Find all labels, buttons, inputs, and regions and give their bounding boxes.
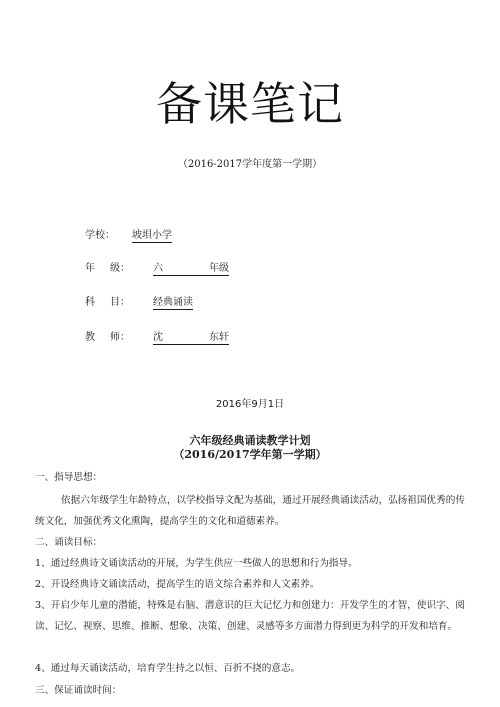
teacher-value: 沈 东轩	[153, 332, 229, 343]
section-heading-guiding: 一、指导思想：	[35, 472, 103, 483]
cover-subtitle: （2016-2017学年度第一学期）	[177, 159, 323, 170]
subject-value: 经典诵读	[153, 297, 193, 308]
goal-item-1: 1、通过经典诗文诵读活动的开展，为学生供应一些做人的思想和行为指导。	[35, 558, 358, 569]
goal-item-4: 4、通过每天诵读活动，培育学生持之以恒、百折不挠的意志。	[35, 663, 301, 674]
cover-title: 备课笔记	[156, 77, 344, 131]
section-heading-time: 三、保证诵读时间：	[35, 685, 122, 696]
plan-subtitle: （2016/2017学年第一学期）	[173, 448, 327, 461]
guiding-paragraph: 依据六年级学生年龄特点，以学校指导文配为基础，通过开展经典诵读活动，弘扬祖国优秀的传统文化，加强优秀文化熏陶，提高学生的文化和道德素养。	[35, 495, 465, 527]
cover-date: 2016年9月1日	[215, 399, 285, 410]
document-page: 备课笔记 （2016-2017学年度第一学期） 学校： 坡垻小学 年 级： 六 年级 科 目： 经典诵读 教 师： 沈 东轩 2016年9月1日 六年级经典诵读教学计划 （2016/2017学年第一学期） 一、指导思想： 依据六年级学生年龄特点，以学校指导文配为基础，通过开展经典诵读活动，弘扬祖国优秀的传统文化，加强优秀文化熏陶，提高学生的文化和道德素养。 二、诵读目标： 1、通过经典诗文诵读活动的开展，为学生供应一些做人的思想和行为指导。 2、开设经典诗文诵读活动，提高学生的语文综合素养和人文素养。 3、开启少年儿童的潜能，特殊是右脑、潜意识的巨大记忆力和创建力：开发学生的才智，使识字、阅读、记忆、视察、思维、推断、想象、决策、创建、灵感等多方面潜力得到更为科学的开发和培育。 4、通过每天诵读活动，培育学生持之以恒、百折不挠的意志。 三、保证诵读时间：	[0, 0, 500, 707]
school-value: 坡垻小学	[132, 230, 172, 241]
goal-item-2: 2、开设经典诗文诵读活动，提高学生的语文综合素养和人文素养。	[35, 579, 320, 590]
school-label: 学校：	[85, 230, 115, 241]
plan-title: 六年级经典诵读教学计划	[189, 434, 311, 447]
grade-value: 六 年级	[153, 263, 229, 274]
goal-item-3: 3、开启少年儿童的潜能，特殊是右脑、潜意识的巨大记忆力和创建力：开发学生的才智，使识字、阅读、记忆、视察、思维、推断、想象、决策、创建、灵感等多方面潜力得到更为科学的开发和培育。	[35, 600, 465, 632]
section-heading-goals: 二、诵读目标：	[35, 537, 103, 548]
